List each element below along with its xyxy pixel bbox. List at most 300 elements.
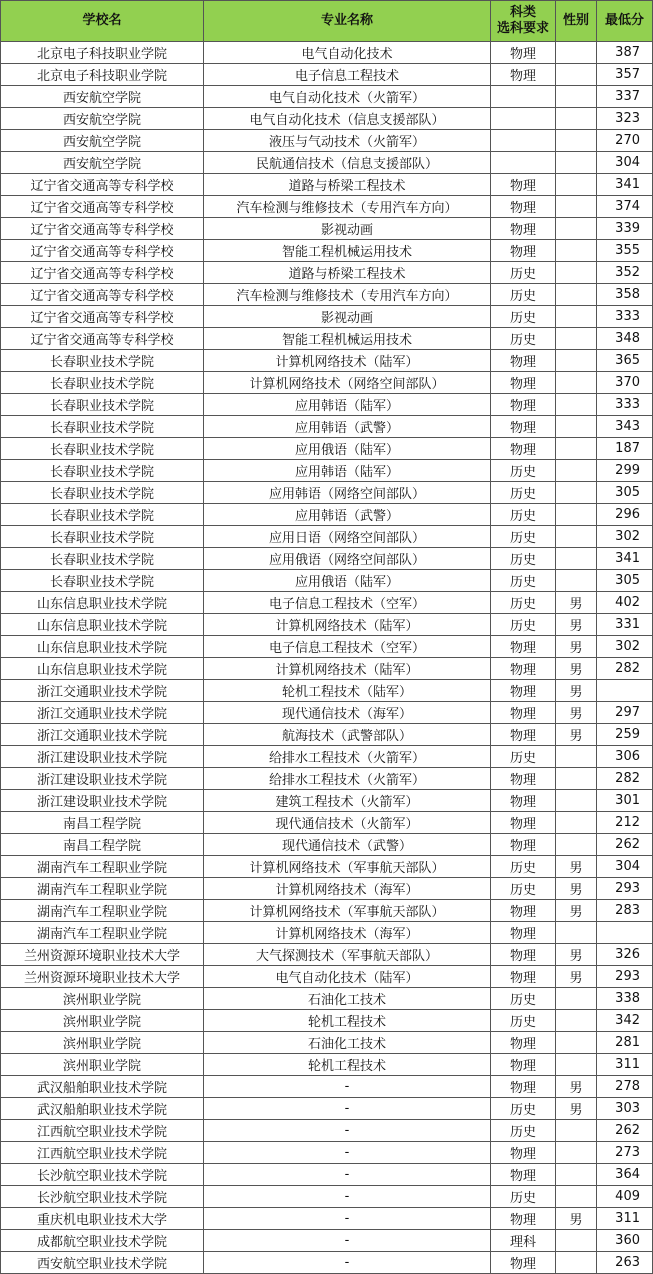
gender-cell	[556, 1032, 597, 1054]
gender-cell	[556, 306, 597, 328]
subject-cell: 历史	[491, 856, 556, 878]
major-cell: 现代通信技术（武警）	[204, 834, 491, 856]
score-cell: 370	[597, 372, 653, 394]
score-cell: 278	[597, 1076, 653, 1098]
major-cell: 计算机网络技术（网络空间部队）	[204, 372, 491, 394]
score-cell: 273	[597, 1142, 653, 1164]
major-cell: 道路与桥梁工程技术	[204, 262, 491, 284]
school-cell: 湖南汽车工程职业学院	[1, 922, 204, 944]
score-cell: 302	[597, 526, 653, 548]
table-row	[1, 504, 653, 526]
table-row	[1, 790, 653, 812]
gender-cell	[556, 460, 597, 482]
subject-cell: 物理	[491, 944, 556, 966]
score-cell: 339	[597, 218, 653, 240]
school-cell: 长春职业技术学院	[1, 504, 204, 526]
major-cell: 智能工程机械运用技术	[204, 328, 491, 350]
table-row	[1, 1120, 653, 1142]
major-cell: 电子信息工程技术	[204, 64, 491, 86]
major-cell: -	[204, 1208, 491, 1230]
major-cell: 电子信息工程技术（空军）	[204, 592, 491, 614]
gender-cell	[556, 130, 597, 152]
subject-cell: 历史	[491, 1186, 556, 1208]
score-cell: 357	[597, 64, 653, 86]
table-row	[1, 966, 653, 988]
school-cell: 辽宁省交通高等专科学校	[1, 284, 204, 306]
major-cell: 轮机工程技术	[204, 1010, 491, 1032]
gender-cell: 男	[556, 702, 597, 724]
table-row	[1, 724, 653, 746]
major-cell: 应用韩语（网络空间部队）	[204, 482, 491, 504]
gender-cell	[556, 262, 597, 284]
score-cell: 297	[597, 702, 653, 724]
table-row	[1, 526, 653, 548]
table-row	[1, 944, 653, 966]
subject-cell: 物理	[491, 1054, 556, 1076]
subject-cell	[491, 86, 556, 108]
subject-cell: 历史	[491, 746, 556, 768]
table-row	[1, 130, 653, 152]
gender-cell	[556, 196, 597, 218]
school-cell: 辽宁省交通高等专科学校	[1, 218, 204, 240]
table-row	[1, 592, 653, 614]
school-cell: 长春职业技术学院	[1, 350, 204, 372]
gender-cell: 男	[556, 1076, 597, 1098]
school-cell: 西安航空学院	[1, 86, 204, 108]
school-cell: 滨州职业学院	[1, 1054, 204, 1076]
header-subject-line2: 选科要求	[496, 21, 549, 36]
gender-cell: 男	[556, 658, 597, 680]
score-cell: 348	[597, 328, 653, 350]
school-cell: 长春职业技术学院	[1, 482, 204, 504]
table-row	[1, 768, 653, 790]
school-cell: 长春职业技术学院	[1, 526, 204, 548]
table-row	[1, 174, 653, 196]
school-cell: 长春职业技术学院	[1, 372, 204, 394]
major-cell: -	[204, 1164, 491, 1186]
score-cell: 326	[597, 944, 653, 966]
score-cell: 259	[597, 724, 653, 746]
major-cell: -	[204, 1098, 491, 1120]
table-row	[1, 306, 653, 328]
gender-cell	[556, 570, 597, 592]
table-row	[1, 1230, 653, 1252]
gender-cell	[556, 482, 597, 504]
subject-cell: 物理	[491, 966, 556, 988]
major-cell: 汽车检测与维修技术（专用汽车方向）	[204, 284, 491, 306]
score-cell: 301	[597, 790, 653, 812]
score-cell: 304	[597, 152, 653, 174]
school-cell: 山东信息职业技术学院	[1, 658, 204, 680]
school-cell: 武汉船舶职业技术学院	[1, 1076, 204, 1098]
school-cell: 长沙航空职业技术学院	[1, 1186, 204, 1208]
school-cell: 南昌工程学院	[1, 834, 204, 856]
school-cell: 浙江交通职业技术学院	[1, 680, 204, 702]
subject-cell: 物理	[491, 416, 556, 438]
major-cell: 石油化工技术	[204, 1032, 491, 1054]
table-row	[1, 240, 653, 262]
school-cell: 山东信息职业技术学院	[1, 592, 204, 614]
subject-cell: 历史	[491, 1010, 556, 1032]
major-cell: 航海技术（武警部队）	[204, 724, 491, 746]
subject-cell	[491, 130, 556, 152]
gender-cell	[556, 284, 597, 306]
major-cell: -	[204, 1120, 491, 1142]
subject-cell: 物理	[491, 702, 556, 724]
major-cell: 计算机网络技术（陆军）	[204, 658, 491, 680]
table-row	[1, 350, 653, 372]
gender-cell	[556, 812, 597, 834]
school-cell: 江西航空职业技术学院	[1, 1120, 204, 1142]
score-cell: 262	[597, 834, 653, 856]
table-body	[1, 42, 653, 1274]
score-cell: 360	[597, 1230, 653, 1252]
table-row	[1, 658, 653, 680]
score-cell: 304	[597, 856, 653, 878]
subject-cell: 历史	[491, 1098, 556, 1120]
table-row	[1, 394, 653, 416]
subject-cell: 历史	[491, 988, 556, 1010]
gender-cell	[556, 922, 597, 944]
subject-cell: 物理	[491, 174, 556, 196]
gender-cell	[556, 548, 597, 570]
school-cell: 北京电子科技职业学院	[1, 64, 204, 86]
subject-cell: 理科	[491, 1230, 556, 1252]
score-cell: 281	[597, 1032, 653, 1054]
major-cell: 计算机网络技术（陆军）	[204, 350, 491, 372]
school-cell: 山东信息职业技术学院	[1, 636, 204, 658]
subject-cell: 物理	[491, 1164, 556, 1186]
gender-cell	[556, 1120, 597, 1142]
subject-cell: 历史	[491, 570, 556, 592]
subject-cell: 物理	[491, 218, 556, 240]
major-cell: 电气自动化技术（信息支援部队）	[204, 108, 491, 130]
school-cell: 滨州职业学院	[1, 988, 204, 1010]
gender-cell	[556, 1186, 597, 1208]
major-cell: 计算机网络技术（军事航天部队）	[204, 856, 491, 878]
major-cell: -	[204, 1252, 491, 1274]
table-row	[1, 1032, 653, 1054]
score-cell: 341	[597, 548, 653, 570]
major-cell: 应用俄语（陆军）	[204, 438, 491, 460]
school-cell: 辽宁省交通高等专科学校	[1, 196, 204, 218]
score-cell: 187	[597, 438, 653, 460]
school-cell: 长春职业技术学院	[1, 570, 204, 592]
school-cell: 西安航空学院	[1, 152, 204, 174]
school-cell: 江西航空职业技术学院	[1, 1142, 204, 1164]
school-cell: 兰州资源环境职业技术大学	[1, 944, 204, 966]
table-row	[1, 834, 653, 856]
table-row	[1, 812, 653, 834]
school-cell: 山东信息职业技术学院	[1, 614, 204, 636]
subject-cell: 物理	[491, 680, 556, 702]
gender-cell	[556, 394, 597, 416]
major-cell: 应用韩语（陆军）	[204, 460, 491, 482]
school-cell: 北京电子科技职业学院	[1, 42, 204, 64]
score-cell: 283	[597, 900, 653, 922]
school-cell: 长春职业技术学院	[1, 416, 204, 438]
gender-cell	[556, 790, 597, 812]
school-cell: 湖南汽车工程职业学院	[1, 878, 204, 900]
major-cell: 应用日语（网络空间部队）	[204, 526, 491, 548]
score-cell: 311	[597, 1054, 653, 1076]
major-cell: -	[204, 1142, 491, 1164]
score-cell: 293	[597, 878, 653, 900]
table-row	[1, 746, 653, 768]
gender-cell: 男	[556, 856, 597, 878]
score-cell: 293	[597, 966, 653, 988]
gender-cell: 男	[556, 1098, 597, 1120]
subject-cell: 历史	[491, 526, 556, 548]
major-cell: 计算机网络技术（军事航天部队）	[204, 900, 491, 922]
header-score: 最低分	[597, 1, 653, 42]
gender-cell	[556, 1142, 597, 1164]
school-cell: 浙江建设职业技术学院	[1, 790, 204, 812]
gender-cell	[556, 988, 597, 1010]
school-cell: 辽宁省交通高等专科学校	[1, 174, 204, 196]
gender-cell	[556, 416, 597, 438]
gender-cell: 男	[556, 944, 597, 966]
subject-cell: 历史	[491, 284, 556, 306]
major-cell: 电气自动化技术	[204, 42, 491, 64]
major-cell: 道路与桥梁工程技术	[204, 174, 491, 196]
gender-cell	[556, 1230, 597, 1252]
table-row	[1, 1054, 653, 1076]
table-row	[1, 1076, 653, 1098]
gender-cell	[556, 152, 597, 174]
table-row	[1, 900, 653, 922]
table-row	[1, 196, 653, 218]
gender-cell	[556, 746, 597, 768]
subject-cell: 历史	[491, 328, 556, 350]
major-cell: 大气探测技术（军事航天部队）	[204, 944, 491, 966]
table-row	[1, 372, 653, 394]
school-cell: 长春职业技术学院	[1, 394, 204, 416]
gender-cell	[556, 218, 597, 240]
score-cell: 302	[597, 636, 653, 658]
score-cell: 270	[597, 130, 653, 152]
school-cell: 武汉船舶职业技术学院	[1, 1098, 204, 1120]
subject-cell: 物理	[491, 724, 556, 746]
major-cell: 智能工程机械运用技术	[204, 240, 491, 262]
table-row	[1, 1010, 653, 1032]
score-cell: 341	[597, 174, 653, 196]
score-cell: 338	[597, 988, 653, 1010]
major-cell: 石油化工技术	[204, 988, 491, 1010]
school-cell: 兰州资源环境职业技术大学	[1, 966, 204, 988]
table-row	[1, 570, 653, 592]
score-cell: 387	[597, 42, 653, 64]
subject-cell: 历史	[491, 460, 556, 482]
subject-cell: 物理	[491, 350, 556, 372]
score-cell: 303	[597, 1098, 653, 1120]
header-major: 专业名称	[204, 1, 491, 42]
major-cell: 应用韩语（陆军）	[204, 394, 491, 416]
score-cell: 305	[597, 570, 653, 592]
school-cell: 辽宁省交通高等专科学校	[1, 328, 204, 350]
table-row	[1, 1208, 653, 1230]
major-cell: 应用俄语（陆军）	[204, 570, 491, 592]
major-cell: 给排水工程技术（火箭军）	[204, 746, 491, 768]
gender-cell: 男	[556, 966, 597, 988]
gender-cell: 男	[556, 592, 597, 614]
subject-cell: 物理	[491, 812, 556, 834]
table-row	[1, 1186, 653, 1208]
major-cell: 影视动画	[204, 306, 491, 328]
gender-cell: 男	[556, 878, 597, 900]
subject-cell: 物理	[491, 768, 556, 790]
subject-cell: 历史	[491, 1120, 556, 1142]
major-cell: 应用韩语（武警）	[204, 416, 491, 438]
table-row	[1, 86, 653, 108]
table-row	[1, 108, 653, 130]
subject-cell: 物理	[491, 196, 556, 218]
table-row	[1, 614, 653, 636]
table-row	[1, 1164, 653, 1186]
major-cell: 电子信息工程技术（空军）	[204, 636, 491, 658]
table-row	[1, 438, 653, 460]
score-cell: 358	[597, 284, 653, 306]
gender-cell: 男	[556, 900, 597, 922]
table-row	[1, 856, 653, 878]
score-cell: 262	[597, 1120, 653, 1142]
major-cell: 电气自动化技术（火箭军）	[204, 86, 491, 108]
header-school: 学校名	[1, 1, 204, 42]
score-cell: 365	[597, 350, 653, 372]
school-cell: 滨州职业学院	[1, 1032, 204, 1054]
score-cell: 305	[597, 482, 653, 504]
gender-cell: 男	[556, 724, 597, 746]
score-cell: 333	[597, 306, 653, 328]
subject-cell: 历史	[491, 592, 556, 614]
major-cell: -	[204, 1186, 491, 1208]
score-cell: 212	[597, 812, 653, 834]
score-cell: 311	[597, 1208, 653, 1230]
subject-cell: 物理	[491, 1032, 556, 1054]
subject-cell: 历史	[491, 262, 556, 284]
gender-cell	[556, 328, 597, 350]
major-cell: 计算机网络技术（陆军）	[204, 614, 491, 636]
score-cell	[597, 680, 653, 702]
school-cell: 成都航空职业技术学院	[1, 1230, 204, 1252]
gender-cell	[556, 768, 597, 790]
score-cell: 282	[597, 768, 653, 790]
table-row	[1, 1142, 653, 1164]
school-cell: 长沙航空职业技术学院	[1, 1164, 204, 1186]
score-cell: 374	[597, 196, 653, 218]
subject-cell: 物理	[491, 394, 556, 416]
major-cell: -	[204, 1076, 491, 1098]
subject-cell: 物理	[491, 900, 556, 922]
school-cell: 长春职业技术学院	[1, 548, 204, 570]
subject-cell: 物理	[491, 1142, 556, 1164]
major-cell: 计算机网络技术（海军）	[204, 878, 491, 900]
score-cell: 299	[597, 460, 653, 482]
major-cell: 影视动画	[204, 218, 491, 240]
major-cell: 建筑工程技术（火箭军）	[204, 790, 491, 812]
subject-cell	[491, 152, 556, 174]
major-cell: 给排水工程技术（火箭军）	[204, 768, 491, 790]
table-row	[1, 878, 653, 900]
major-cell: 汽车检测与维修技术（专用汽车方向）	[204, 196, 491, 218]
gender-cell	[556, 372, 597, 394]
major-cell: 轮机工程技术（陆军）	[204, 680, 491, 702]
gender-cell: 男	[556, 614, 597, 636]
subject-cell: 物理	[491, 790, 556, 812]
subject-cell: 物理	[491, 1208, 556, 1230]
header-gender: 性别	[556, 1, 597, 42]
school-cell: 浙江交通职业技术学院	[1, 724, 204, 746]
score-cell: 296	[597, 504, 653, 526]
score-cell: 282	[597, 658, 653, 680]
subject-cell: 物理	[491, 1076, 556, 1098]
school-cell: 西安航空职业技术学院	[1, 1252, 204, 1274]
major-cell: 电气自动化技术（陆军）	[204, 966, 491, 988]
school-cell: 重庆机电职业技术大学	[1, 1208, 204, 1230]
gender-cell	[556, 64, 597, 86]
header-subject	[491, 1, 556, 42]
score-cell: 364	[597, 1164, 653, 1186]
major-cell: 民航通信技术（信息支援部队）	[204, 152, 491, 174]
subject-cell: 物理	[491, 1252, 556, 1274]
school-cell: 湖南汽车工程职业学院	[1, 856, 204, 878]
score-cell: 352	[597, 262, 653, 284]
school-cell: 长春职业技术学院	[1, 438, 204, 460]
table-row	[1, 482, 653, 504]
school-cell: 浙江建设职业技术学院	[1, 768, 204, 790]
table-row	[1, 416, 653, 438]
table-row	[1, 328, 653, 350]
table-row	[1, 636, 653, 658]
table-row	[1, 702, 653, 724]
score-cell: 343	[597, 416, 653, 438]
school-cell: 辽宁省交通高等专科学校	[1, 262, 204, 284]
school-cell: 长春职业技术学院	[1, 460, 204, 482]
subject-cell: 物理	[491, 42, 556, 64]
gender-cell: 男	[556, 1208, 597, 1230]
major-cell: 应用俄语（网络空间部队）	[204, 548, 491, 570]
school-cell: 南昌工程学院	[1, 812, 204, 834]
school-cell: 滨州职业学院	[1, 1010, 204, 1032]
gender-cell	[556, 1010, 597, 1032]
major-cell: 现代通信技术（海军）	[204, 702, 491, 724]
major-cell: 现代通信技术（火箭军）	[204, 812, 491, 834]
subject-cell: 物理	[491, 438, 556, 460]
gender-cell	[556, 86, 597, 108]
subject-cell: 历史	[491, 482, 556, 504]
major-cell: 液压与气动技术（火箭军）	[204, 130, 491, 152]
gender-cell	[556, 504, 597, 526]
subject-cell	[491, 108, 556, 130]
major-cell: 轮机工程技术	[204, 1054, 491, 1076]
school-cell: 西安航空学院	[1, 108, 204, 130]
score-cell: 402	[597, 592, 653, 614]
gender-cell	[556, 1164, 597, 1186]
subject-cell: 物理	[491, 922, 556, 944]
gender-cell	[556, 108, 597, 130]
score-cell: 323	[597, 108, 653, 130]
gender-cell	[556, 42, 597, 64]
table-row	[1, 262, 653, 284]
score-cell: 331	[597, 614, 653, 636]
school-cell: 辽宁省交通高等专科学校	[1, 306, 204, 328]
subject-cell: 物理	[491, 64, 556, 86]
score-cell: 342	[597, 1010, 653, 1032]
table-row	[1, 548, 653, 570]
gender-cell	[556, 174, 597, 196]
major-cell: -	[204, 1230, 491, 1252]
score-cell: 355	[597, 240, 653, 262]
